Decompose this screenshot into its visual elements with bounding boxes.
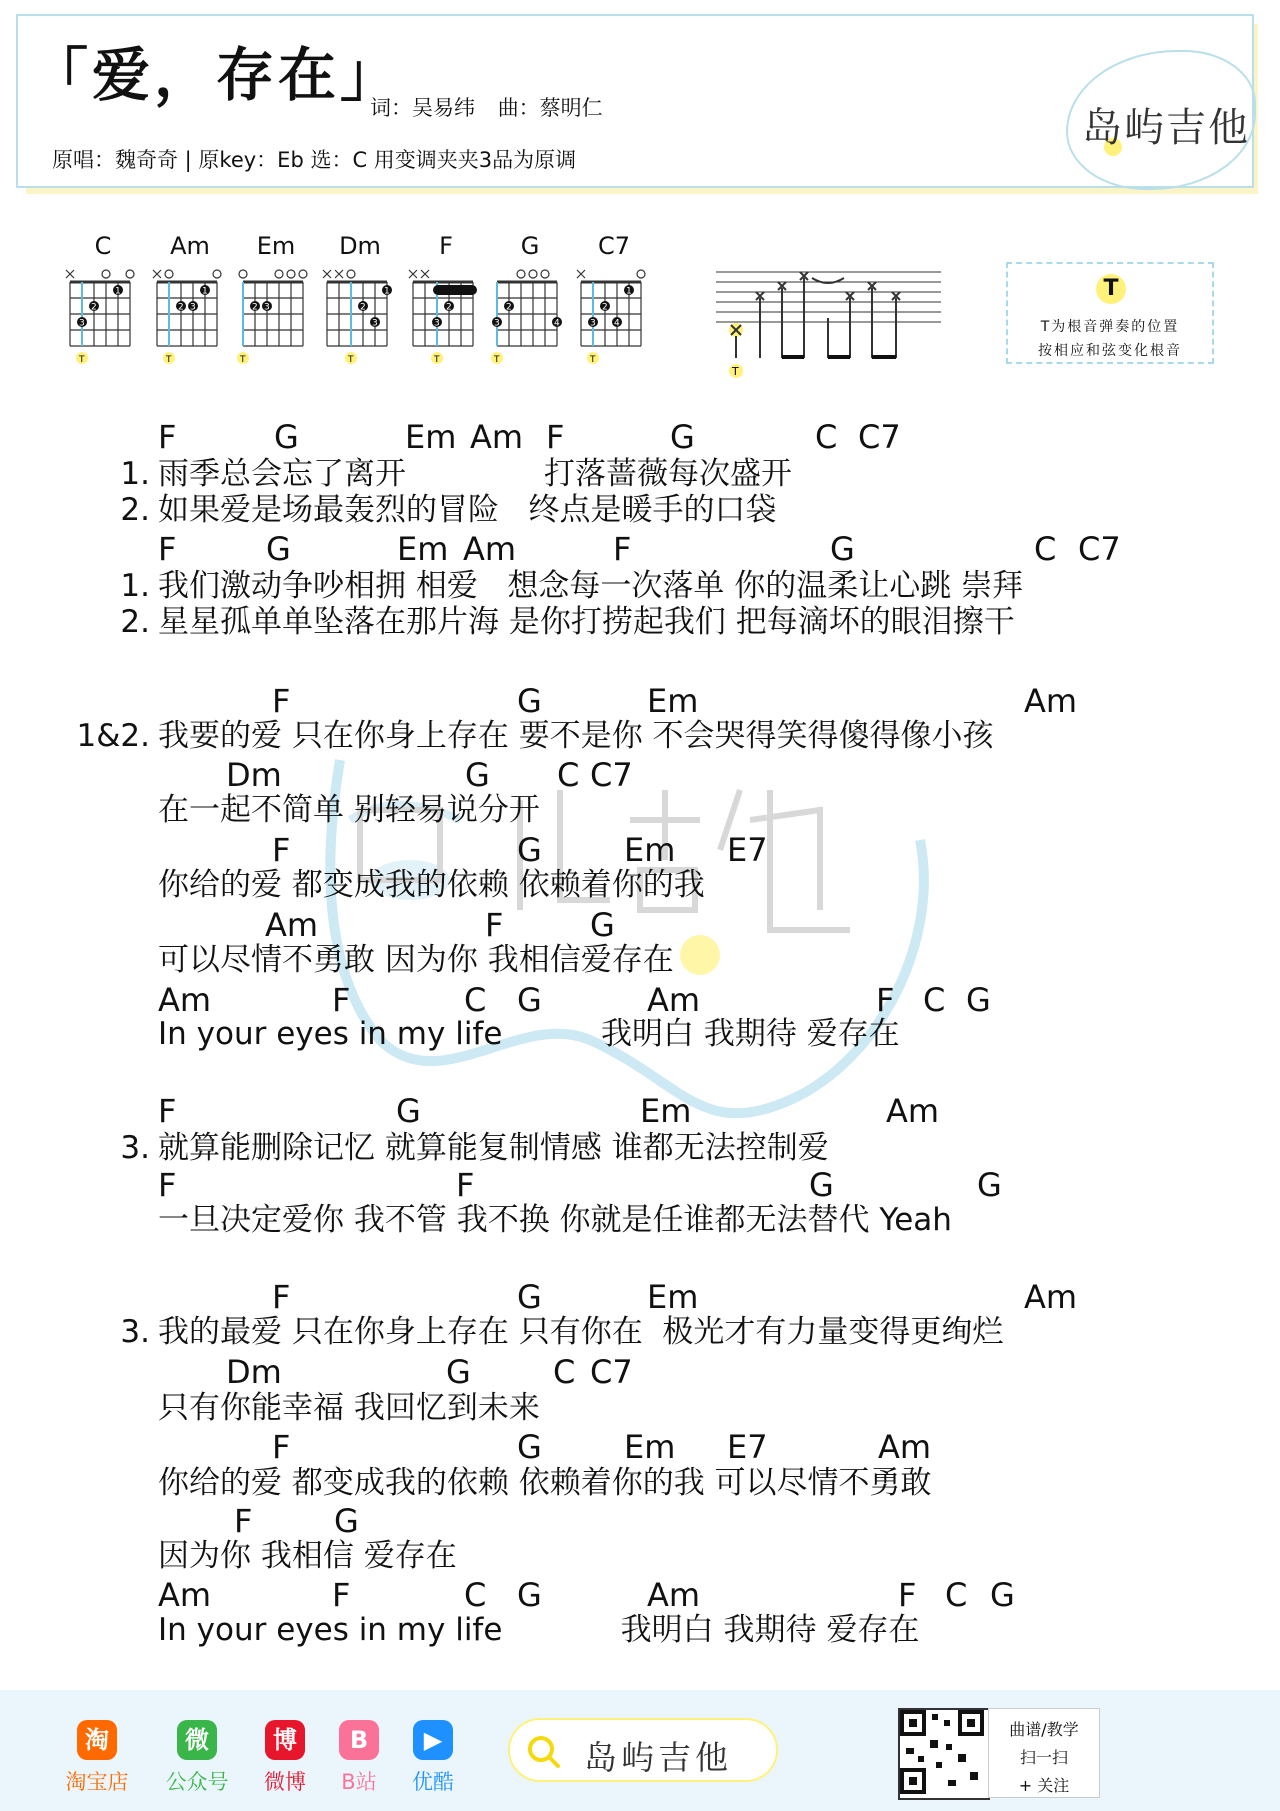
svg-text:T: T — [434, 355, 440, 365]
verse-number: 2. — [120, 604, 150, 640]
chord-diagram-c7 — [571, 232, 657, 372]
chord-label: E7 — [727, 1428, 768, 1466]
chord-label: F — [158, 1166, 177, 1204]
svg-text:3: 3 — [79, 318, 85, 329]
chord-label: G — [334, 1502, 359, 1540]
lyric-line: 就算能删除记忆 就算能复制情感 谁都无法控制爱 — [158, 1130, 829, 1166]
chord-name: G — [520, 232, 540, 260]
root-badge: T — [1096, 274, 1126, 304]
footer-link-0[interactable] — [62, 1720, 132, 1796]
logo-text: 岛屿吉他 — [1082, 105, 1250, 151]
song-credits — [370, 92, 619, 122]
fretboard-grid — [571, 266, 657, 366]
footer-bar — [0, 1690, 1280, 1811]
fretboard-grid — [233, 266, 319, 366]
chord-label: Am — [265, 906, 319, 944]
chord-label: E7 — [727, 831, 768, 869]
lyric-line: 可以尽情不勇敢 因为你 我相信爱存在 — [158, 942, 674, 978]
footer-link-icon: ▶ — [413, 1720, 453, 1760]
svg-text:3: 3 — [264, 302, 270, 313]
chord-name: Em — [256, 232, 296, 260]
chord-label: F — [158, 530, 177, 568]
chord-label: Em — [647, 682, 699, 720]
lyric-line: In your eyes in my life 我明白 我期待 爱存在 — [158, 1016, 900, 1052]
chord-diagram-f — [403, 232, 489, 372]
chord-label: F — [332, 1576, 351, 1614]
chord-name: F — [439, 232, 453, 260]
tip-line-1: T为根音弹奏的位置 — [1040, 319, 1180, 335]
lyric-line: 你给的爱 都变成我的依赖 依赖着你的我 — [158, 867, 705, 903]
chord-label: G — [396, 1092, 421, 1130]
chord-label: G — [274, 418, 299, 456]
qr-caption-2: 扫一扫 — [1019, 1748, 1068, 1767]
root-tip-box — [1006, 262, 1214, 364]
lyric-line: 我们激动争吵相拥 相爱 想念每一次落单 你的温柔让心跳 崇拜 — [158, 568, 1024, 604]
chord-label: G — [517, 1576, 542, 1614]
chord-diagram-am — [147, 232, 233, 372]
chord-label: G — [977, 1166, 1002, 1204]
chord-label: G — [966, 981, 991, 1019]
footer-link-1[interactable] — [162, 1720, 232, 1796]
footer-link-label: 优酷 — [412, 1770, 454, 1794]
svg-text:1: 1 — [384, 286, 390, 297]
chord-label: C — [923, 981, 946, 1019]
verse-number: 2. — [120, 492, 150, 528]
svg-text:1: 1 — [202, 286, 208, 297]
lyric-line: 我的最爱 只在你身上存在 只有你在 极光才有力量变得更绚烂 — [158, 1314, 1004, 1350]
chord-label: C — [464, 1576, 487, 1614]
svg-text:3: 3 — [190, 302, 196, 313]
chord-label: G — [670, 418, 695, 456]
chord-diagram-g — [487, 232, 573, 372]
chord-label: Dm — [226, 1353, 282, 1391]
chord-label: F — [272, 831, 291, 869]
chord-name: C — [94, 232, 112, 260]
svg-text:4: 4 — [614, 318, 620, 329]
footer-link-label: 微博 — [264, 1770, 306, 1794]
chord-label: Em — [397, 530, 449, 568]
chord-label: G — [517, 682, 542, 720]
svg-text:3: 3 — [372, 318, 378, 329]
fretboard-grid — [403, 266, 489, 366]
chord-label: C7 — [1078, 530, 1121, 568]
svg-text:2: 2 — [602, 302, 608, 313]
svg-text:3: 3 — [434, 318, 440, 329]
lyric-line: In your eyes in my life 我明白 我期待 爱存在 — [158, 1612, 920, 1648]
chord-label: Am — [463, 530, 517, 568]
chord-label: C7 — [858, 418, 901, 456]
chord-label: C — [557, 756, 580, 794]
lyric-line: 因为你 我相信 爱存在 — [158, 1538, 457, 1574]
footer-link-4[interactable] — [398, 1720, 468, 1796]
qr-caption — [988, 1708, 1100, 1798]
chord-label: Am — [1024, 682, 1078, 720]
qr-code[interactable] — [898, 1708, 990, 1800]
verse-number: 1&2. — [76, 718, 150, 754]
lyric-line: 雨季总会忘了离开 打落蔷薇每次盛开 — [158, 456, 792, 492]
svg-text:1: 1 — [115, 286, 121, 297]
chord-label: Em — [624, 831, 676, 869]
chord-label: F — [613, 530, 632, 568]
chord-label: Em — [624, 1428, 676, 1466]
svg-text:T: T — [240, 355, 246, 365]
chord-label: G — [517, 831, 542, 869]
chord-label: Am — [878, 1428, 932, 1466]
chord-label: Am — [470, 418, 524, 456]
footer-link-icon: 博 — [265, 1720, 305, 1760]
footer-link-label: 公众号 — [165, 1770, 229, 1794]
chord-label: G — [990, 1576, 1015, 1614]
chord-label: C7 — [590, 1353, 633, 1391]
chord-label: G — [830, 530, 855, 568]
verse-number: 1. — [120, 568, 150, 604]
qr-caption-3: + 关注 — [1018, 1776, 1070, 1795]
footer-link-icon: 淘 — [77, 1720, 117, 1760]
lyric-line: 如果爱是场最轰烈的冒险 终点是暖手的口袋 — [158, 492, 777, 528]
lyric-line: 一旦决定爱你 我不管 我不换 你就是任谁都无法替代 Yeah — [158, 1202, 952, 1238]
footer-link-2[interactable] — [250, 1720, 320, 1796]
svg-text:3: 3 — [590, 318, 596, 329]
svg-text:2: 2 — [446, 302, 452, 313]
chord-label: F — [234, 1502, 253, 1540]
chord-label: G — [465, 756, 490, 794]
song-title: 「爱，存在」 — [30, 41, 403, 109]
verse-number: 3. — [120, 1314, 150, 1350]
svg-text:T: T — [494, 355, 500, 365]
chord-label: F — [898, 1576, 917, 1614]
lyric-line: 你给的爱 都变成我的依赖 依赖着你的我 可以尽情不勇敢 — [158, 1465, 932, 1501]
svg-text:1: 1 — [626, 286, 632, 297]
chord-label: F — [272, 682, 291, 720]
chord-label: C — [553, 1353, 576, 1391]
chord-label: C — [945, 1576, 968, 1614]
chord-label: F — [272, 1428, 291, 1466]
chord-label: F — [332, 981, 351, 1019]
lyric-line: 我要的爱 只在你身上存在 要不是你 不会哭得笑得傻得像小孩 — [158, 718, 994, 754]
chord-label: Am — [158, 1576, 212, 1614]
chord-label: G — [517, 1428, 542, 1466]
verse-number: 3. — [120, 1130, 150, 1166]
chord-label: C — [815, 418, 838, 456]
song-info: 原唱：魏奇奇 | 原key：Eb 选：C 用变调夹夹3品为原调 — [52, 148, 577, 172]
brand-logo — [1066, 50, 1256, 190]
lyric-line: 星星孤单单坠落在那片海 是你打捞起我们 把每滴坏的眼泪擦干 — [158, 604, 1015, 640]
chord-label: Em — [640, 1092, 692, 1130]
search-box[interactable] — [508, 1718, 778, 1782]
chord-label: G — [517, 981, 542, 1019]
chord-label: Am — [158, 981, 212, 1019]
lyric-line: 在一起不简单 别轻易说分开 — [158, 792, 540, 828]
svg-text:2: 2 — [91, 302, 97, 313]
chord-label: F — [876, 981, 895, 1019]
chord-label: F — [546, 418, 565, 456]
chord-label: F — [272, 1278, 291, 1316]
chord-diagram-dm — [317, 232, 403, 372]
svg-text:T: T — [590, 355, 596, 365]
chord-label: G — [446, 1353, 471, 1391]
chord-label: Dm — [226, 756, 282, 794]
svg-text:2: 2 — [506, 302, 512, 313]
chord-label: C7 — [590, 756, 633, 794]
chord-label: G — [590, 906, 615, 944]
svg-text:T: T — [348, 355, 354, 365]
strum-pattern — [716, 258, 946, 378]
chord-label: Am — [647, 981, 701, 1019]
svg-text:2: 2 — [360, 302, 366, 313]
chord-label: G — [809, 1166, 834, 1204]
fretboard-grid — [487, 266, 573, 366]
chord-label: Em — [405, 418, 457, 456]
chord-label: F — [158, 1092, 177, 1130]
footer-link-label: B站 — [341, 1770, 377, 1794]
chord-label: Am — [886, 1092, 940, 1130]
footer-link-label: 淘宝店 — [65, 1770, 129, 1794]
svg-text:T: T — [166, 355, 172, 365]
chord-diagram-em — [233, 232, 319, 372]
chord-label: F — [456, 1166, 475, 1204]
footer-link-icon: B — [339, 1720, 379, 1760]
fretboard-grid — [60, 266, 146, 366]
chord-label: Am — [1024, 1278, 1078, 1316]
svg-text:2: 2 — [178, 302, 184, 313]
chord-label: F — [485, 906, 504, 944]
chord-label: F — [158, 418, 177, 456]
chord-label: G — [266, 530, 291, 568]
svg-text:T: T — [79, 355, 85, 365]
svg-text:2: 2 — [252, 302, 258, 313]
composer: 曲：蔡明仁 — [497, 96, 603, 120]
svg-text:3: 3 — [494, 318, 500, 329]
footer-link-3[interactable] — [324, 1720, 394, 1796]
chord-label: G — [517, 1278, 542, 1316]
chord-label: Am — [647, 1576, 701, 1614]
fretboard-grid — [317, 266, 403, 366]
footer-link-icon: 微 — [177, 1720, 217, 1760]
chord-name: Dm — [339, 232, 381, 260]
lyric-line: 只有你能幸福 我回忆到未来 — [158, 1390, 540, 1426]
lyricist: 词：吴易纬 — [370, 96, 475, 120]
chord-label: C — [1034, 530, 1057, 568]
chord-label: C — [464, 981, 487, 1019]
verse-number: 1. — [120, 456, 150, 492]
chord-name: C7 — [597, 232, 631, 260]
chord-label: Em — [647, 1278, 699, 1316]
fretboard-grid — [147, 266, 233, 366]
header-panel — [16, 14, 1254, 188]
strum-root-label: T — [732, 365, 739, 378]
chord-diagrams — [60, 232, 680, 372]
chord-name: Am — [170, 232, 210, 260]
search-text: 岛屿吉他 — [584, 1738, 732, 1777]
qr-caption-1: 曲谱/教学 — [1009, 1720, 1079, 1739]
svg-text:4: 4 — [554, 318, 560, 329]
chord-diagram-c — [60, 232, 146, 372]
search-icon — [524, 1732, 564, 1772]
tip-line-2: 按相应和弦变化根音 — [1038, 343, 1182, 359]
